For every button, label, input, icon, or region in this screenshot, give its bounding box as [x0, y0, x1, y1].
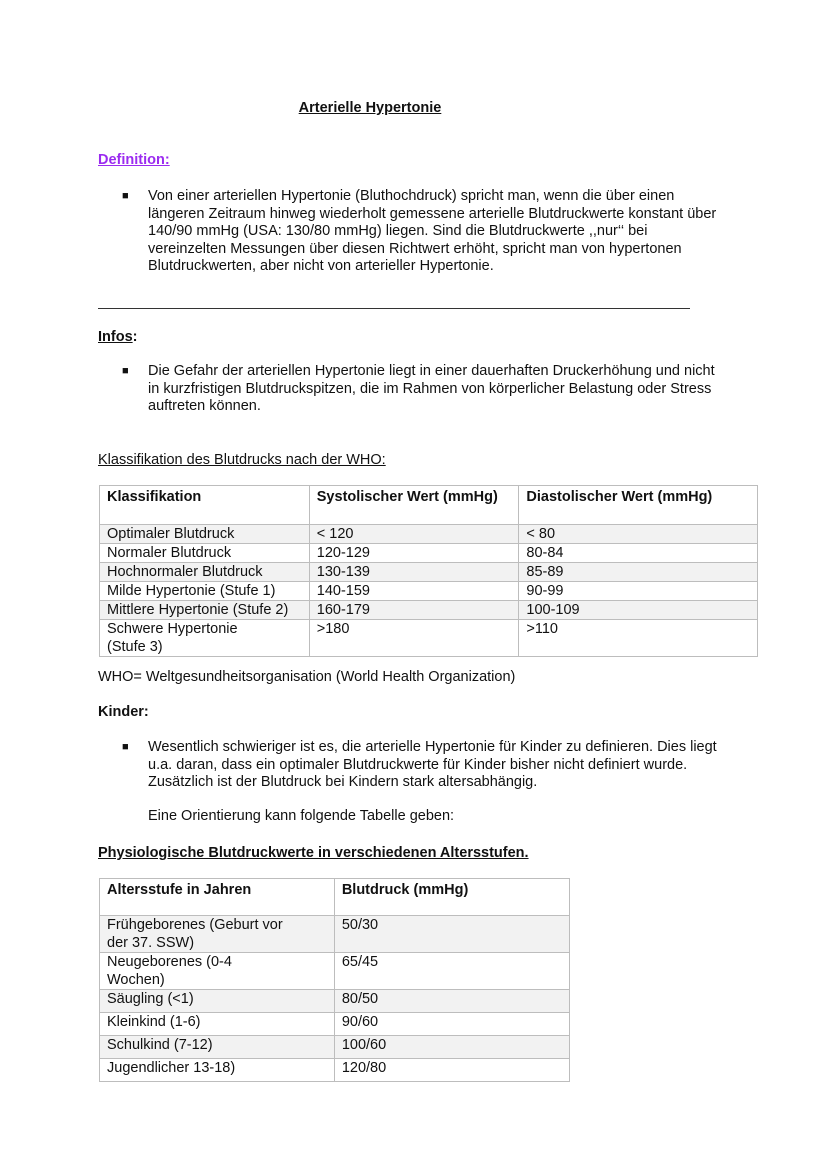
table-row — [100, 582, 758, 601]
table-cell: Kleinkind (1-6) — [100, 1013, 335, 1036]
table-row — [100, 620, 758, 657]
table-cell: < 120 — [309, 525, 519, 544]
infos-heading-label: Infos — [98, 329, 133, 345]
table-cell: 130-139 — [309, 563, 519, 582]
page-title: Arterielle Hypertonie — [298, 100, 442, 116]
table-cell: 140-159 — [309, 582, 519, 601]
table-cell: Jugendlicher 13-18) — [100, 1059, 335, 1082]
who-classification-table — [99, 485, 758, 657]
table-cell: Optimaler Blutdruck — [100, 525, 310, 544]
table-row — [100, 990, 570, 1013]
infos-heading-colon: : — [132, 329, 138, 345]
table-cell: Schwere Hypertonie (Stufe 3) — [100, 620, 310, 657]
table-cell: Hochnormaler Blutdruck — [100, 563, 310, 582]
age-blood-pressure-table — [99, 878, 570, 1082]
header-cell: Blutdruck (mmHg) — [334, 879, 569, 916]
table-cell: Normaler Blutdruck — [100, 544, 310, 563]
table-cell: Säugling (<1) — [100, 990, 335, 1013]
kinder-text: Wesentlich schwieriger ist es, die arterielle Hypertonie für Kinder zu definieren. Dies liegt u.a. daran, dass ein optimaler Blutdruckwerte für Kinder bisher nicht definiert wurde. Zusätzlich ist der Blutdruck bei Kindern stark altersabhängig. — [148, 739, 717, 790]
table-cell: 100/60 — [334, 1036, 569, 1059]
table-cell: 90/60 — [334, 1013, 569, 1036]
infos-bullet — [122, 363, 722, 416]
table-row — [100, 544, 758, 563]
table-cell: 160-179 — [309, 601, 519, 620]
table-row — [100, 1036, 570, 1059]
table-cell: >110 — [519, 620, 758, 657]
table-row — [100, 525, 758, 544]
table-row — [100, 563, 758, 582]
age-table-caption: Physiologische Blutdruckwerte in verschiedenen Altersstufen. — [98, 845, 529, 861]
table-cell: < 80 — [519, 525, 758, 544]
table-cell: Frühgeborenes (Geburt vor der 37. SSW) — [100, 916, 335, 953]
table-cell: Mittlere Hypertonie (Stufe 2) — [100, 601, 310, 620]
table-row — [100, 601, 758, 620]
table-cell: 50/30 — [334, 916, 569, 953]
table-cell: Schulkind (7-12) — [100, 1036, 335, 1059]
table-header-row — [100, 486, 758, 525]
table-cell: 80/50 — [334, 990, 569, 1013]
header-cell: Systolischer Wert (mmHg) — [309, 486, 519, 525]
header-cell: Diastolischer Wert (mmHg) — [519, 486, 758, 525]
table-cell: 80-84 — [519, 544, 758, 563]
orientation-text: Eine Orientierung kann folgende Tabelle geben: — [148, 808, 455, 824]
header-cell: Klassifikation — [100, 486, 310, 525]
definition-bullet — [122, 188, 722, 276]
bullet-square-icon: ■ — [122, 365, 129, 377]
table-cell: 120/80 — [334, 1059, 569, 1082]
table-cell: >180 — [309, 620, 519, 657]
infos-heading — [98, 329, 137, 345]
table-cell: 65/45 — [334, 953, 569, 990]
bullet-square-icon: ■ — [122, 741, 129, 753]
table-cell: 90-99 — [519, 582, 758, 601]
bullet-square-icon: ■ — [122, 190, 129, 202]
definition-heading: Definition: — [98, 152, 170, 168]
table-cell: Neugeborenes (0-4 Wochen) — [100, 953, 335, 990]
who-table-caption: Klassifikation des Blutdrucks nach der WHO: — [98, 452, 386, 468]
table-cell: 120-129 — [309, 544, 519, 563]
table-row — [100, 916, 570, 953]
who-abbreviation-note: WHO= Weltgesundheitsorganisation (World Health Organization) — [98, 669, 516, 685]
table-cell: Milde Hypertonie (Stufe 1) — [100, 582, 310, 601]
table-header-row — [100, 879, 570, 916]
table-row — [100, 1013, 570, 1036]
table-row — [100, 953, 570, 990]
table-cell: 85-89 — [519, 563, 758, 582]
kinder-heading: Kinder: — [98, 704, 149, 720]
definition-text: Von einer arteriellen Hypertonie (Bluthochdruck) spricht man, wenn die über einen längeren Zeitraum hinweg wiederholt gemessene arterielle Blutdruckwerte konstant über 140/90 mmHg (USA: 130/80 mmHg) liegen. Sind die Blutdruckwerte ,,nur‘‘ bei vereinzelten Messungen über diesen Richtwert erhöht, spricht man von hypertonen Blutdruckwerten, aber nicht von arterieller Hypertonie. — [148, 188, 717, 274]
horizontal-divider — [98, 308, 690, 309]
table-row — [100, 1059, 570, 1082]
header-cell: Altersstufe in Jahren — [100, 879, 335, 916]
infos-text: Die Gefahr der arteriellen Hypertonie liegt in einer dauerhaften Druckerhöhung und nicht in kurzfristigen Blutdruckspitzen, die im Rahmen von körperlicher Belastung oder Stress auftreten können. — [148, 363, 715, 414]
table-cell: 100-109 — [519, 601, 758, 620]
kinder-bullet — [122, 739, 722, 792]
